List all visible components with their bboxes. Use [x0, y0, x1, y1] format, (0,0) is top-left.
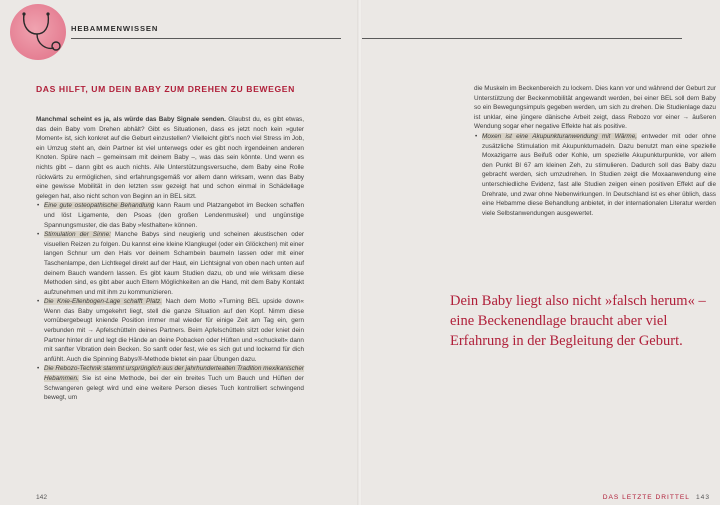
item-highlight: Moxen ist eine Akupunkturanwendung mit Wärme,: [482, 132, 638, 140]
item-highlight: Eine gute osteopathische Behandlung: [44, 202, 155, 210]
list-item: [44, 297, 304, 364]
item-text: entweder mit oder ohne zusätzliche Stimulation mit Akupunkturnadeln. Dazu benutzt man eine spezielle Moxazigarre aus Beifuß oder Kohle, um spezielle Akupunkturpunkte, vor allem den Punkt Bl 67 am kleinen Zeh, zu stimulieren. Dadurch soll das Baby dazu gebracht werden, sich umzudrehen. In Studien zeigt die Moxaanwendung eine unterschiedliche Evidenz, fast alle Studien zeigen einen positiven Effekt auf die Drehrate, und zwar ohne Nebenwirkungen. In Deutschland ist es eher üblich, dass eine Hebamme diese Behandlung anbietet, in der internationalen Literatur werden viele Selbstanwendungen ausgewertet.: [482, 132, 717, 217]
left-page: [0, 0, 358, 505]
page-number-left: 142: [36, 494, 48, 501]
list-item: [44, 201, 304, 230]
right-footer: [603, 494, 710, 501]
method-list-continued: [474, 132, 716, 218]
lead-sentence: Manchmal scheint es ja, als würde das Baby Signale senden.: [36, 116, 226, 123]
header-rule-right: [362, 38, 682, 39]
pull-quote: Dein Baby liegt also nicht »falsch herum« – eine Beckenendlage braucht aber viel Erfahrung in der Begleitung der Geburt.: [450, 293, 706, 349]
list-item: [44, 364, 304, 402]
right-page: [362, 0, 720, 505]
left-body: [36, 115, 304, 403]
continuation-paragraph: die Muskeln im Beckenbereich zu lockern. Dies kann vor und während der Geburt zur Unterstützung der Beckenmobilität angewandt werden, bei einer BEL soll dem Baby so ein Bewegungsimpuls gegeben werden, um sich zu drehen. Die Studienlage dazu ist unklar, eine jüngere dänische Arbeit zeigt, dass Rebozo vor einer → äußeren Wendung sogar eher negative Effekte hat als positive.: [474, 85, 716, 131]
item-highlight: Die Knie-Ellenbogen-Lage schafft Platz.: [44, 298, 162, 306]
header-rule: [71, 38, 341, 39]
item-text: Nach dem Motto »Turning BEL upside down« Wenn das Baby umgekehrt liegt, stell die ganze Situation auf den Kopf. Nimm diese vornübergebeugt kniende Position immer mal wieder für einige Zeit am Tag ein, gern verbunden mit → Apfelschütteln deines Partners. Beim Apfelschütteln sitzt oder kniet dein Partner hinter dir und legt die Hände an deine Pobacken oder Hüften und »schuckelt« dann mit sanfter Vibration dein Becken. So sanft oder fest, wie es sich gut und lockernd für dich anfühlt. Auch die Spinning Babys®-Methode bietet ein paar Übungen dazu.: [44, 298, 304, 363]
section-title: HEBAMMENWISSEN: [71, 24, 159, 33]
right-body: [474, 84, 716, 218]
page-number-right: 143: [695, 494, 710, 501]
list-item: [482, 132, 716, 218]
item-highlight: Die Rebozo-Technik stammt ursprünglich aus der jahrhundertealten Tradition mexikanischer Hebammen.: [44, 365, 305, 383]
intro-text: Glaubst du, es gibt etwas, das dein Baby vom Drehen abhält? Gibt es Situationen, dass es jetzt noch kein »guter Moment« ist, sich konkret auf die Geburt einzustellen? Vielleicht gibt’s noch viel Stress im Job, ein Umzug steht an, dein Partner ist viel unterwegs oder es gibt noch irgendeinen anderen Knoten. Spüre nach – gemeinsam mit deinem Baby –, was das sein könnte. Und wenn es nichts gibt – dann gibt es auch nichts. Alle Unterstützungsversuche, dem Baby eine Rolle rückwärts zu ermöglichen, sind erfahrungsgemäß vor allem dann wirksam, wenn das Baby eine gewisse Mobilität in den letzten ssw gezeigt hat und schon einmal in Schädellage gelegen hat, also nicht schon von Beginn an in BEL sitzt.: [36, 116, 304, 200]
item-text: Manche Babys sind neugierig und scheinen akustischen oder visuellen Reizen zu folgen. Du kannst eine kleine Klangkugel (oder ein Glöckchen) mit einer langen Schnur um den Hals vor deinem Schambein baumeln lassen oder mit einer Taschenlampe, den Lichtkegel direkt auf der Haut, ein Lichtsignal von oben nach unten auf deinem Bauch wandern lassen. Es gibt kaum Studien dazu, ob und wie wirksam diese Methoden sind, es gibt aber auch Eltern Möglichkeiten an die Hand, mit dem Baby Kontakt aufzunehmen und mit ihm zu kommunizieren.: [44, 231, 304, 296]
item-text: Sie ist eine Methode, bei der ein breites Tuch um Bauch und Hüften der Schwangeren gelegt wird und eine weitere Person dieses Tuch kontrolliert schwingend bewegt, um: [44, 375, 304, 402]
stethoscope-icon: [10, 4, 66, 60]
item-highlight: Stimulation der Sinne:: [44, 231, 111, 239]
running-head: DAS LETZTE DRITTEL: [602, 494, 690, 501]
section-badge: [10, 4, 66, 60]
list-item: [44, 230, 304, 297]
item-text: kann Raum und Platzangebot im Becken schaffen und löst Ligamente, den Psoas (den großen Lendenmuskel) und ungünstige Spannungsmuster, die das Baby »festhalten« können.: [44, 202, 304, 229]
method-list: [36, 201, 304, 402]
article-heading: DAS HILFT, UM DEIN BABY ZUM DREHEN ZU BEWEGEN: [36, 84, 295, 94]
intro-paragraph: [36, 115, 304, 201]
